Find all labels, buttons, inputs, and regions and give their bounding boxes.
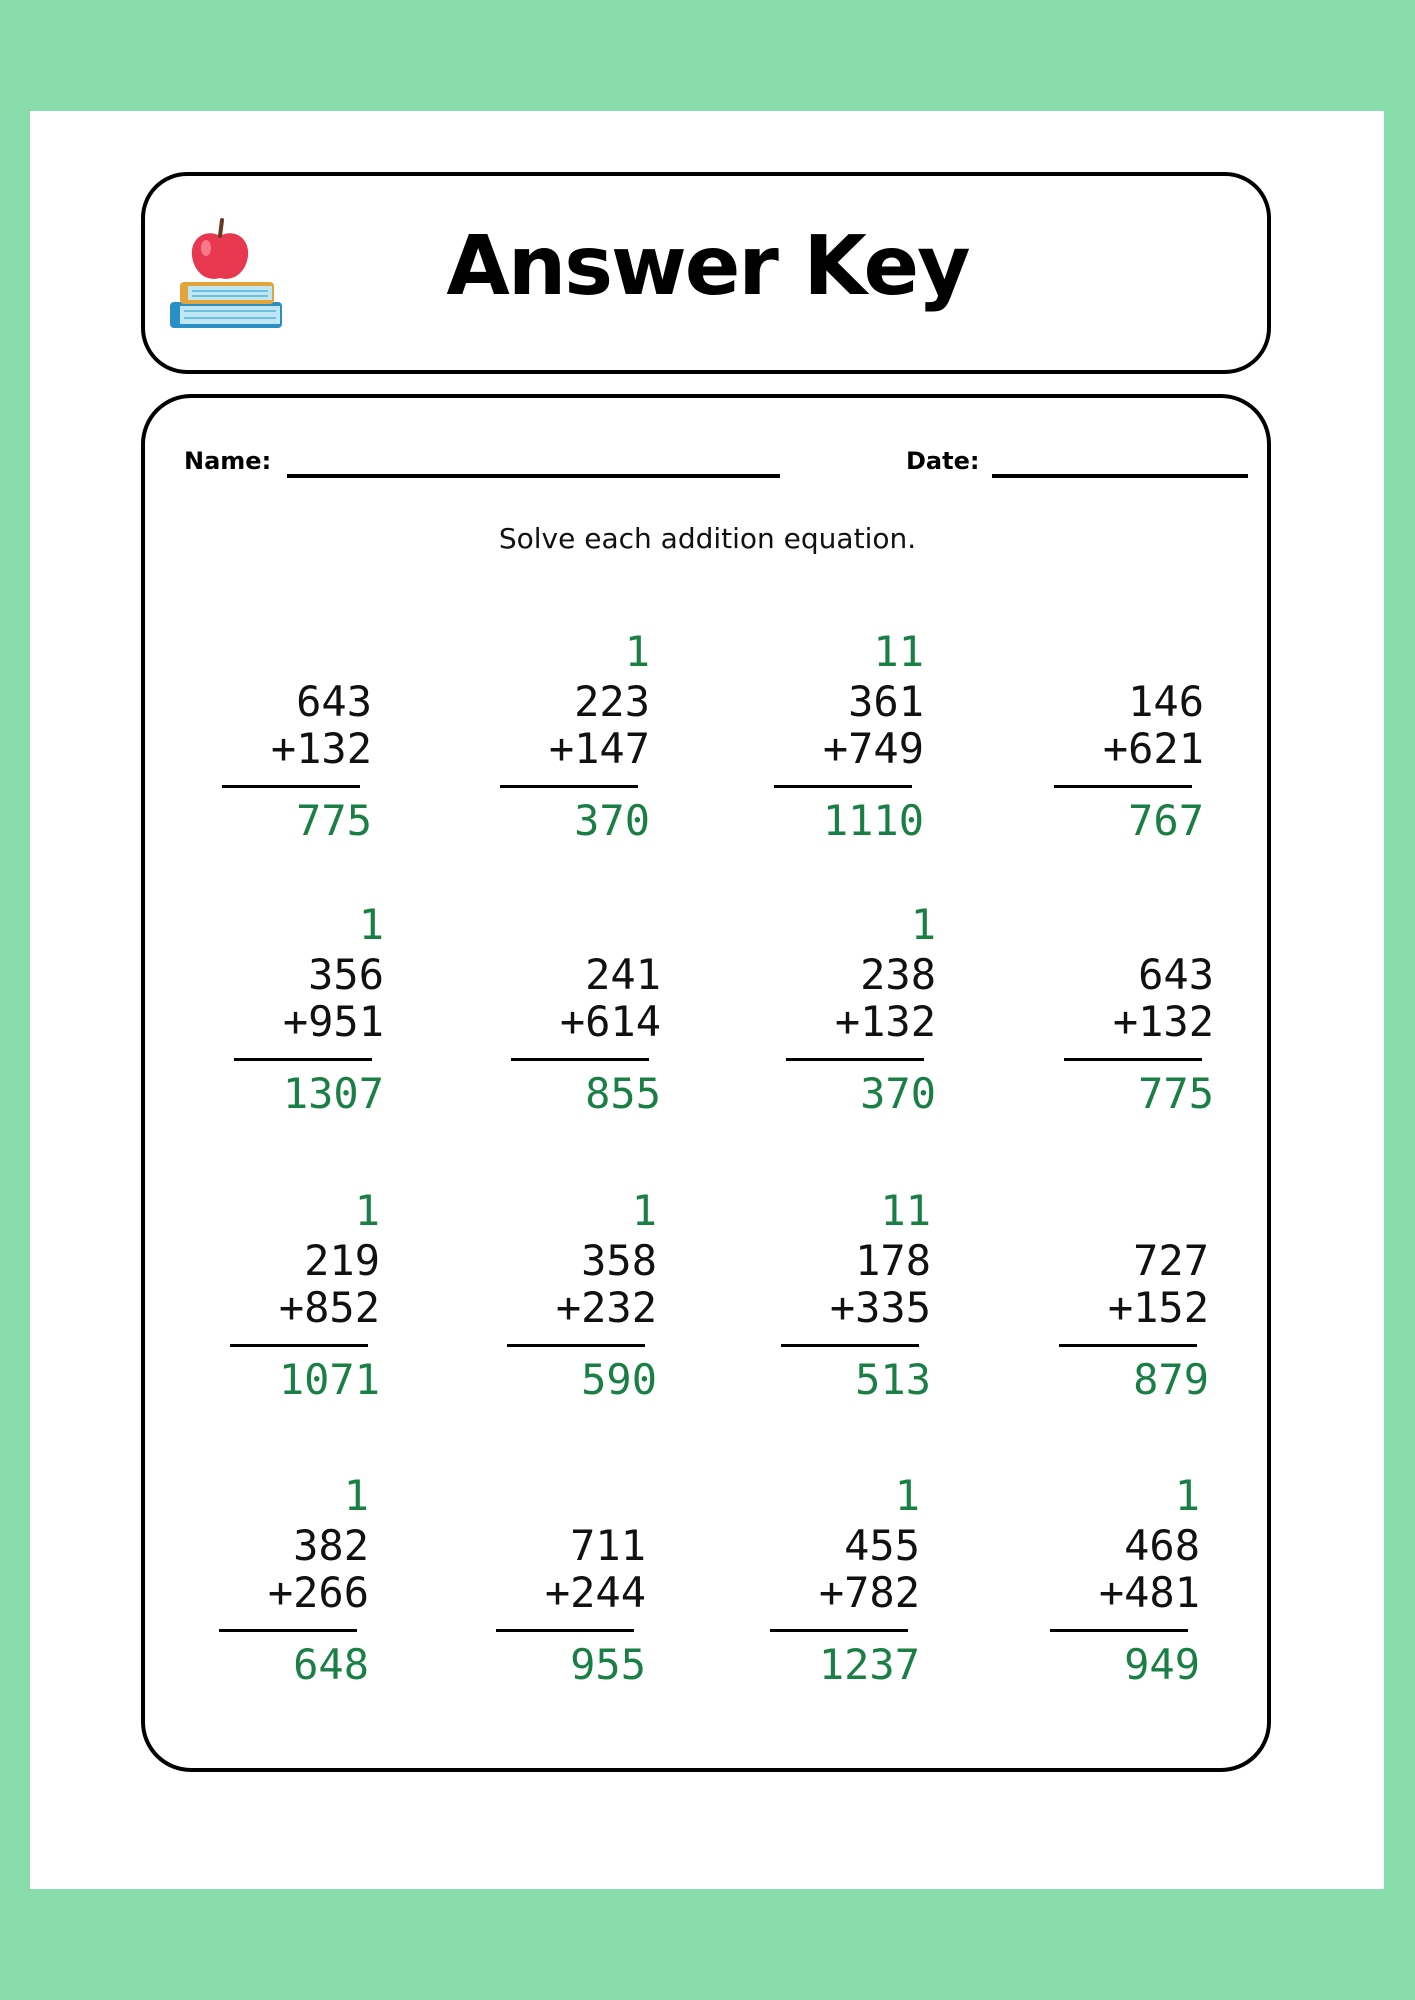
carry-digits: 1: [910, 900, 936, 949]
addend: +782: [818, 1568, 920, 1617]
top-number: 238: [860, 950, 936, 999]
page-title: Answer Key: [446, 219, 969, 314]
answer: 879: [1133, 1355, 1209, 1404]
sum-line: [1059, 1344, 1197, 1347]
addend: +132: [1112, 997, 1214, 1046]
top-number: 382: [293, 1521, 369, 1570]
addend: +951: [282, 997, 384, 1046]
name-line[interactable]: [287, 474, 780, 478]
addend: +335: [829, 1283, 931, 1332]
sum-line: [1050, 1629, 1188, 1632]
sum-line: [222, 785, 360, 788]
top-number: 361: [848, 677, 924, 726]
answer: 370: [860, 1069, 936, 1118]
sum-line: [500, 785, 638, 788]
carry-digits: 1: [631, 1186, 657, 1235]
date-line[interactable]: [992, 474, 1248, 478]
addend: +244: [544, 1568, 646, 1617]
answer: 955: [570, 1640, 646, 1689]
sum-line: [219, 1629, 357, 1632]
top-number: 468: [1124, 1521, 1200, 1570]
addend: +621: [1102, 724, 1204, 773]
addend: +132: [270, 724, 372, 773]
name-label: Name:: [184, 447, 272, 475]
top-number: 727: [1133, 1236, 1209, 1285]
carry-digits: 1: [624, 627, 650, 676]
top-number: 643: [1138, 950, 1214, 999]
answer: 1237: [818, 1640, 920, 1689]
carry-digits: 1: [358, 900, 384, 949]
answer: 513: [855, 1355, 931, 1404]
carry-digits: 11: [880, 1186, 931, 1235]
instruction-text: Solve each addition equation.: [498, 522, 917, 555]
top-number: 223: [574, 677, 650, 726]
carry-digits: 11: [873, 627, 924, 676]
sum-line: [786, 1058, 924, 1061]
sum-line: [230, 1344, 368, 1347]
top-number: 711: [570, 1521, 646, 1570]
sum-line: [1064, 1058, 1202, 1061]
sum-line: [234, 1058, 372, 1061]
sum-line: [511, 1058, 649, 1061]
answer: 1110: [822, 796, 924, 845]
carry-digits: 1: [1174, 1471, 1200, 1520]
top-number: 358: [581, 1236, 657, 1285]
answer: 949: [1124, 1640, 1200, 1689]
answer: 775: [296, 796, 372, 845]
sum-line: [507, 1344, 645, 1347]
addend: +614: [559, 997, 661, 1046]
answer: 1071: [278, 1355, 380, 1404]
carry-digits: 1: [894, 1471, 920, 1520]
sum-line: [496, 1629, 634, 1632]
sum-line: [770, 1629, 908, 1632]
addend: +852: [278, 1283, 380, 1332]
date-label: Date:: [906, 447, 980, 475]
top-number: 455: [844, 1521, 920, 1570]
addend: +481: [1098, 1568, 1200, 1617]
carry-digits: 1: [354, 1186, 380, 1235]
sum-line: [774, 785, 912, 788]
answer: 590: [581, 1355, 657, 1404]
addend: +266: [267, 1568, 369, 1617]
answer: 370: [574, 796, 650, 845]
addend: +749: [822, 724, 924, 773]
answer: 1307: [282, 1069, 384, 1118]
addend: +232: [555, 1283, 657, 1332]
carry-digits: 1: [343, 1471, 369, 1520]
top-number: 178: [855, 1236, 931, 1285]
top-number: 219: [304, 1236, 380, 1285]
answer: 855: [585, 1069, 661, 1118]
sum-line: [1054, 785, 1192, 788]
addend: +152: [1107, 1283, 1209, 1332]
answer: 775: [1138, 1069, 1214, 1118]
top-number: 356: [308, 950, 384, 999]
answer: 767: [1128, 796, 1204, 845]
answer: 648: [293, 1640, 369, 1689]
top-number: 643: [296, 677, 372, 726]
addend: +132: [834, 997, 936, 1046]
sum-line: [781, 1344, 919, 1347]
top-number: 146: [1128, 677, 1204, 726]
top-number: 241: [585, 950, 661, 999]
addend: +147: [548, 724, 650, 773]
